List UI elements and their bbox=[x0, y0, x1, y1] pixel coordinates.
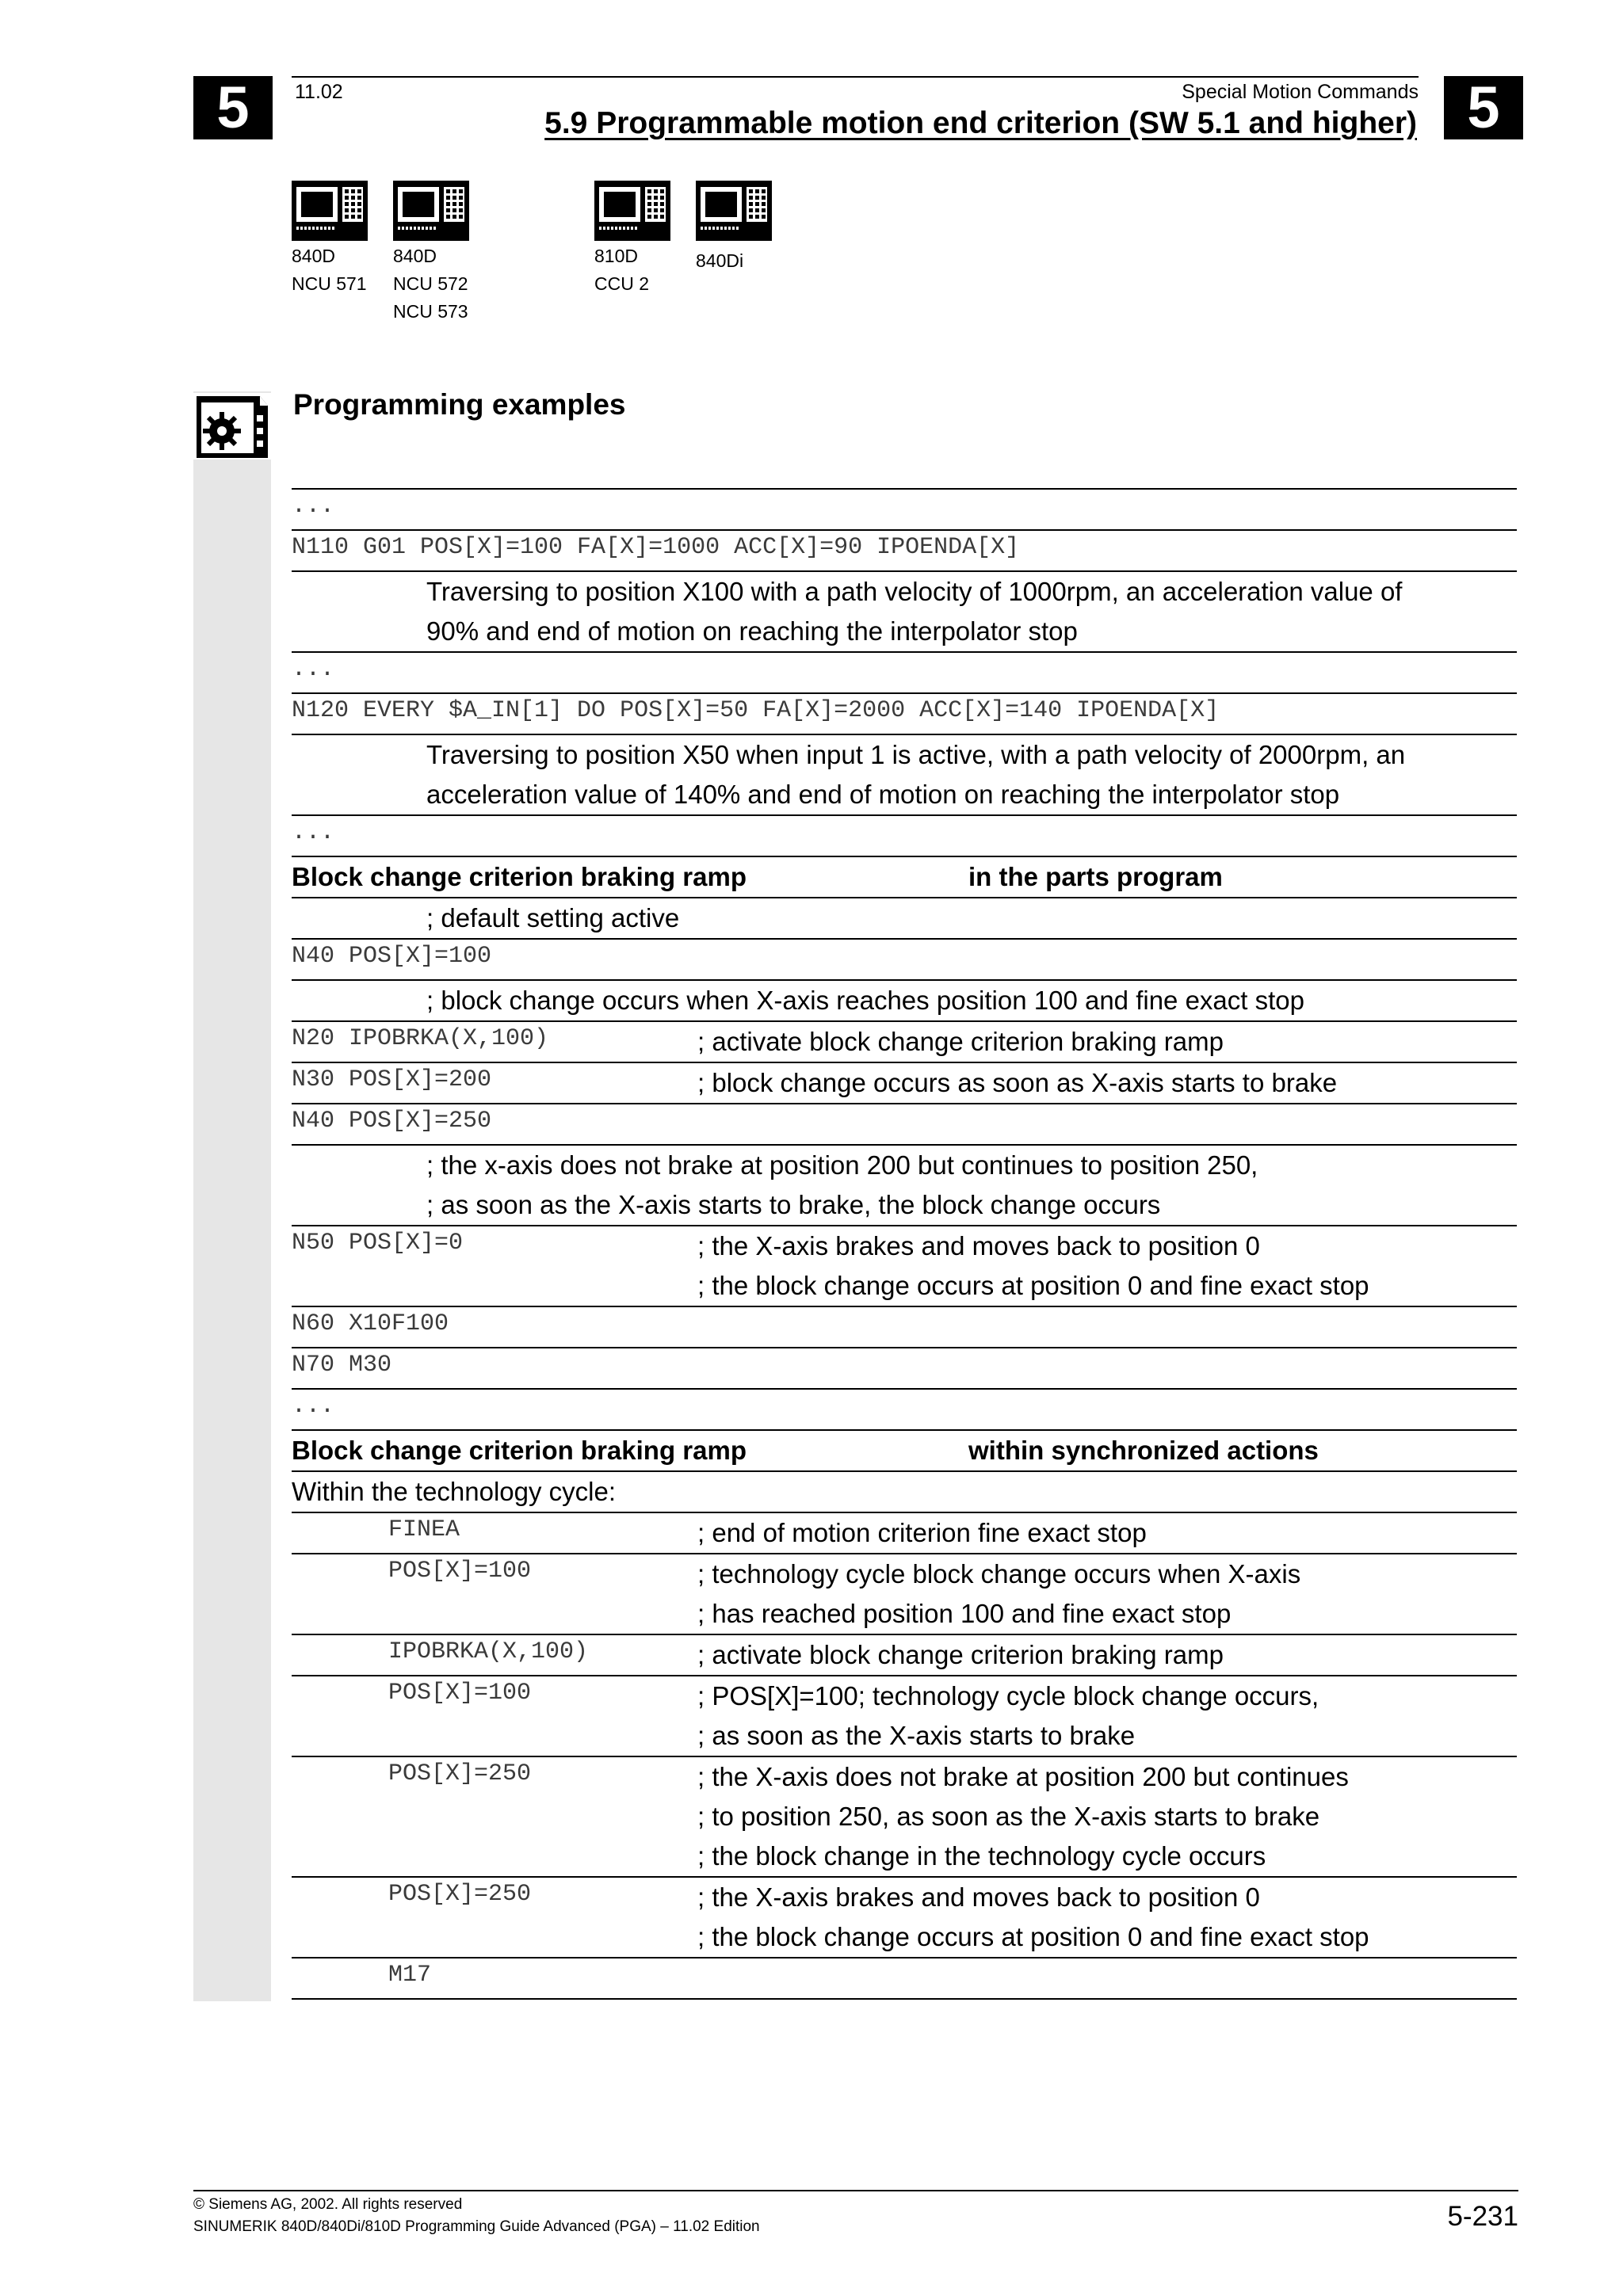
code-comment: ; the X-axis brakes and moves back to position 0 bbox=[697, 1231, 1260, 1261]
subsection-heading: Block change criterion braking ramp bbox=[292, 1436, 747, 1465]
code-comment: ; to position 250, as soon as the X-axis starts to brake bbox=[697, 1802, 1320, 1831]
header-top-rule bbox=[292, 76, 1419, 78]
description-text: Traversing to position X50 when input 1 is active, with a path velocity of 2000rpm, an bbox=[426, 740, 1406, 769]
table-row bbox=[292, 488, 1517, 529]
table-row bbox=[292, 938, 1517, 979]
control-panel-icon bbox=[696, 181, 772, 241]
code-line: N40 POS[X]=250 bbox=[292, 1108, 492, 1135]
control-label-line: 840D bbox=[393, 246, 437, 266]
table-line bbox=[292, 735, 1517, 775]
header-chapter-title: Special Motion Commands bbox=[1182, 81, 1419, 103]
chapter-number-box-left: 5 bbox=[193, 76, 273, 139]
control-label-line bbox=[696, 303, 743, 330]
control-label bbox=[594, 242, 649, 326]
description-text: acceleration value of 140% and end of motion on reaching the interpolator stop bbox=[426, 780, 1340, 809]
code-line: POS[X]=100 bbox=[388, 1680, 532, 1707]
code-line: FINEA bbox=[388, 1516, 460, 1543]
code-line: POS[X]=250 bbox=[388, 1760, 532, 1787]
code-line: N60 X10F100 bbox=[292, 1310, 449, 1337]
code-comment: ; the X-axis does not brake at position 200 but continues bbox=[697, 1762, 1349, 1791]
table-line bbox=[292, 1146, 1517, 1185]
subsection-heading: Block change criterion braking ramp bbox=[292, 862, 747, 891]
code-line: POS[X]=250 bbox=[388, 1881, 532, 1908]
table-row bbox=[292, 570, 1517, 651]
description-text: Traversing to position X100 with a path velocity of 1000rpm, an acceleration value of bbox=[426, 577, 1403, 606]
footer-book-title: SINUMERIK 840D/840Di/810D Programming Guide Advanced (PGA) – 11.02 Edition bbox=[193, 2218, 760, 2235]
code-comment: ; POS[X]=100; technology cycle block change occurs, bbox=[697, 1681, 1319, 1711]
code-comment: ; has reached position 100 and fine exact stop bbox=[697, 1599, 1232, 1628]
table-line bbox=[292, 653, 1517, 692]
table-row bbox=[292, 897, 1517, 938]
code-line: ... bbox=[292, 493, 335, 520]
table-row bbox=[292, 1388, 1517, 1429]
control-label-line bbox=[594, 298, 649, 326]
control-label-line bbox=[292, 298, 367, 326]
table-row bbox=[292, 979, 1517, 1020]
table-line bbox=[292, 1958, 1517, 1998]
code-comment: ; block change occurs as soon as X-axis starts to brake bbox=[697, 1068, 1338, 1097]
code-line: ... bbox=[292, 656, 335, 683]
subsection-heading-context: within synchronized actions bbox=[968, 1436, 1319, 1465]
code-comment: ; the block change occurs at position 0 and fine exact stop bbox=[697, 1271, 1369, 1300]
code-comment: ; the X-axis brakes and moves back to position 0 bbox=[697, 1882, 1260, 1912]
table-line bbox=[292, 1676, 1517, 1716]
table-line bbox=[292, 1022, 1517, 1062]
table-row bbox=[292, 1957, 1517, 2000]
table-line bbox=[292, 490, 1517, 529]
table-row bbox=[292, 1756, 1517, 1876]
code-line: M17 bbox=[388, 1962, 432, 1989]
table-row bbox=[292, 1103, 1517, 1144]
code-line: N50 POS[X]=0 bbox=[292, 1230, 464, 1257]
description-text: ; the x-axis does not brake at position 200 but continues to position 250, bbox=[426, 1150, 1258, 1180]
table-row bbox=[292, 1144, 1517, 1225]
code-line: N70 M30 bbox=[292, 1352, 392, 1379]
table-row bbox=[292, 651, 1517, 692]
code-line: ... bbox=[292, 1393, 335, 1420]
table-line bbox=[292, 1716, 1517, 1756]
table-row bbox=[292, 814, 1517, 856]
table-row bbox=[292, 1553, 1517, 1634]
table-line bbox=[292, 1594, 1517, 1634]
table-row bbox=[292, 1876, 1517, 1957]
table-line bbox=[292, 1104, 1517, 1144]
control-label-line: CCU 2 bbox=[594, 273, 650, 294]
code-line: N20 IPOBRKA(X,100) bbox=[292, 1025, 549, 1052]
table-line bbox=[292, 1836, 1517, 1876]
header-date: 11.02 bbox=[295, 81, 343, 103]
table-row bbox=[292, 1429, 1517, 1470]
code-comment: ; end of motion criterion fine exact stop bbox=[697, 1518, 1147, 1547]
table-row bbox=[292, 1675, 1517, 1756]
code-comment: ; activate block change criterion braking ramp bbox=[697, 1640, 1224, 1669]
code-line: N40 POS[X]=100 bbox=[292, 943, 492, 970]
table-line bbox=[292, 898, 1517, 938]
table-line bbox=[292, 816, 1517, 856]
control-panel-icon bbox=[393, 181, 469, 241]
description-text: ; block change occurs when X-axis reaches position 100 and fine exact stop bbox=[426, 986, 1304, 1015]
code-comment: ; as soon as the X-axis starts to brake bbox=[697, 1721, 1136, 1750]
table-line bbox=[292, 572, 1517, 612]
table-line bbox=[292, 1348, 1517, 1388]
code-line: IPOBRKA(X,100) bbox=[388, 1638, 589, 1665]
table-line bbox=[292, 775, 1517, 814]
control-label-line bbox=[696, 275, 743, 303]
page-number: 5-231 bbox=[1447, 2201, 1518, 2232]
table-row bbox=[292, 1347, 1517, 1388]
subsection-heading-context: in the parts program bbox=[968, 862, 1223, 891]
control-label-line: 840D bbox=[292, 246, 335, 266]
control-panel-icon bbox=[594, 181, 670, 241]
table-line bbox=[292, 1431, 1517, 1470]
code-comment: ; technology cycle block change occurs when X-axis bbox=[697, 1559, 1301, 1589]
table-row bbox=[292, 529, 1517, 570]
table-line bbox=[292, 1878, 1517, 1917]
footer-copyright: © Siemens AG, 2002. All rights reserved bbox=[193, 2196, 463, 2213]
table-row bbox=[292, 1634, 1517, 1675]
code-comment: ; the block change in the technology cycle occurs bbox=[697, 1841, 1266, 1871]
table-line bbox=[292, 1757, 1517, 1797]
table-row bbox=[292, 734, 1517, 814]
table-line bbox=[292, 857, 1517, 897]
chapter-number-box-right: 5 bbox=[1444, 76, 1523, 139]
code-comment: ; the block change occurs at position 0 and fine exact stop bbox=[697, 1922, 1369, 1951]
footer-rule bbox=[193, 2190, 1518, 2191]
table-line bbox=[292, 694, 1517, 734]
table-line bbox=[292, 1513, 1517, 1553]
table-row bbox=[292, 856, 1517, 897]
table-row bbox=[292, 1020, 1517, 1062]
code-line: ... bbox=[292, 819, 335, 846]
table-line bbox=[292, 1063, 1517, 1103]
table-line bbox=[292, 940, 1517, 979]
table-line bbox=[292, 1266, 1517, 1306]
table-line bbox=[292, 981, 1517, 1020]
table-row bbox=[292, 1306, 1517, 1347]
code-line: N110 G01 POS[X]=100 FA[X]=1000 ACC[X]=90 IPOENDA[X] bbox=[292, 534, 1020, 561]
table-line bbox=[292, 1554, 1517, 1594]
table-line bbox=[292, 1797, 1517, 1836]
margin-sidebar bbox=[193, 391, 271, 2001]
control-label bbox=[292, 242, 367, 326]
control-label-line: NCU 571 bbox=[292, 273, 367, 294]
control-label bbox=[696, 247, 743, 330]
control-label-line: NCU 573 bbox=[393, 301, 468, 322]
programming-example-table bbox=[292, 488, 1517, 2000]
table-row bbox=[292, 692, 1517, 734]
plain-text: Within the technology cycle: bbox=[292, 1477, 617, 1506]
code-line: POS[X]=100 bbox=[388, 1558, 532, 1585]
table-line bbox=[292, 612, 1517, 651]
control-panel-icon bbox=[292, 181, 368, 241]
code-line: N30 POS[X]=200 bbox=[292, 1066, 492, 1093]
description-text: 90% and end of motion on reaching the interpolator stop bbox=[426, 616, 1078, 646]
table-line bbox=[292, 531, 1517, 570]
control-label-line: 840Di bbox=[696, 250, 744, 271]
table-row bbox=[292, 1512, 1517, 1553]
table-line bbox=[292, 1185, 1517, 1225]
table-row bbox=[292, 1062, 1517, 1103]
description-text: ; as soon as the X-axis starts to brake, the block change occurs bbox=[426, 1190, 1161, 1219]
control-label bbox=[393, 242, 468, 326]
description-text: ; default setting active bbox=[426, 903, 680, 933]
code-comment: ; activate block change criterion braking ramp bbox=[697, 1027, 1224, 1056]
section-heading: 5.9 Programmable motion end criterion (SW 5.1 and higher) bbox=[544, 106, 1417, 140]
control-label-line: 810D bbox=[594, 246, 638, 266]
table-line bbox=[292, 1635, 1517, 1675]
control-label-line: NCU 572 bbox=[393, 273, 468, 294]
table-row bbox=[292, 1225, 1517, 1306]
table-line bbox=[292, 1226, 1517, 1266]
table-line bbox=[292, 1472, 1517, 1512]
table-line bbox=[292, 1390, 1517, 1429]
programming-example-icon bbox=[193, 393, 271, 460]
table-line bbox=[292, 1307, 1517, 1347]
code-line: N120 EVERY $A_IN[1] DO POS[X]=50 FA[X]=2000 ACC[X]=140 IPOENDA[X] bbox=[292, 697, 1220, 724]
table-line bbox=[292, 1917, 1517, 1957]
table-row bbox=[292, 1470, 1517, 1512]
programming-examples-title: Programming examples bbox=[293, 388, 626, 421]
